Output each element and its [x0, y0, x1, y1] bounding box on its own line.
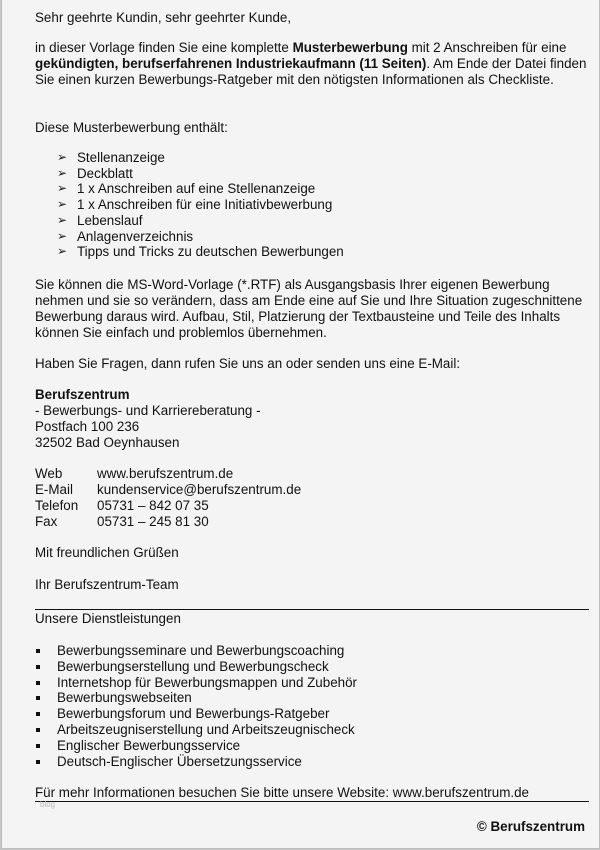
square-bullet-icon	[36, 681, 40, 685]
list-item	[35, 754, 357, 770]
list-item	[57, 150, 344, 166]
list-item-label: Bewerbungsforum und Bewerbungs-Ratgeber	[57, 706, 330, 722]
phone-value: 05731 – 842 07 35	[97, 498, 209, 513]
closing: Mit freundlichen Grüßen	[35, 545, 179, 560]
copyright: © Berufszentrum	[476, 819, 585, 834]
list-item-label: Stellenanzeige	[77, 150, 165, 165]
email-link[interactable]: kundenservice@berufszentrum.de	[97, 482, 302, 497]
square-bullet-icon	[36, 744, 40, 748]
document-page	[1, 0, 600, 849]
postbox: Postfach 100 236	[35, 419, 140, 434]
list-item-label: Anlagenverzeichnis	[77, 228, 194, 244]
web-link[interactable]: www.berufszentrum.de	[97, 466, 234, 481]
arrow-bullet-icon: ➢	[57, 181, 68, 196]
fax-value: 05731 – 245 81 30	[97, 514, 209, 529]
list-item-label: Bewerbungserstellung und Bewerbungscheck	[57, 658, 329, 674]
list-item-label: Bewerbungsseminare und Bewerbungscoaching	[57, 643, 345, 658]
signature: Ihr Berufszentrum-Team	[35, 577, 179, 592]
divider	[35, 609, 589, 610]
address-block	[35, 387, 261, 451]
list-item-label: Bewerbungswebseiten	[57, 690, 192, 706]
list-item-label: Arbeitszeugniserstellung und Arbeitszeugnischeck	[57, 721, 355, 737]
arrow-bullet-icon: ➢	[57, 150, 68, 164]
list-item	[57, 213, 344, 229]
city: 32502 Bad Oeynhausen	[35, 435, 180, 450]
list-item	[35, 675, 357, 691]
list-item	[57, 229, 344, 245]
list-item-label: Tipps und Tricks zu deutschen Bewerbungen	[77, 244, 344, 260]
list-item	[35, 722, 357, 738]
contact-block	[35, 466, 301, 530]
contact-row-email	[35, 482, 301, 498]
intro-text-1: in dieser Vorlage finden Sie eine komplette	[35, 40, 293, 55]
contact-row-phone	[35, 498, 301, 514]
list-item	[35, 706, 357, 722]
list-item	[35, 738, 357, 754]
intro-text-2: mit 2 Anschreiben für eine	[407, 40, 567, 55]
arrow-bullet-icon: ➢	[57, 244, 68, 259]
arrow-bullet-icon: ➢	[57, 165, 68, 180]
contents-heading: Diese Musterbewerbung enthält:	[35, 120, 228, 135]
list-item	[57, 244, 344, 260]
square-bullet-icon	[36, 649, 40, 653]
intro-paragraph	[35, 40, 595, 88]
list-item	[35, 659, 357, 675]
services-heading: Unsere Dienstleistungen	[35, 611, 181, 626]
contact-label: Telefon	[35, 498, 79, 513]
contents-list	[57, 150, 344, 260]
services-list	[35, 643, 357, 769]
list-item	[35, 690, 357, 706]
intro-text-3: . Am Ende der Datei finden Sie einen kurzen Bewerbungs-Ratgeber mit den nötigsten Informationen als Checkliste.	[35, 56, 587, 87]
footer-divider	[35, 801, 589, 802]
list-item	[57, 181, 344, 197]
list-item-label: Deckblatt	[77, 165, 133, 181]
questions-text: Haben Sie Fragen, dann rufen Sie uns an oder senden uns eine E-Mail:	[35, 356, 461, 371]
watermark: blog	[40, 800, 56, 809]
list-item	[57, 197, 344, 213]
greeting: Sehr geehrte Kundin, sehr geehrter Kunde,	[35, 10, 292, 25]
contact-label: Web	[35, 466, 63, 481]
square-bullet-icon	[36, 712, 40, 716]
company-tagline: - Bewerbungs- und Karriereberatung -	[35, 403, 261, 418]
list-item-label: Englischer Bewerbungsservice	[57, 737, 241, 753]
contact-label: E-Mail	[35, 482, 73, 497]
list-item-label: Lebenslauf	[77, 212, 143, 228]
list-item	[35, 643, 357, 659]
square-bullet-icon	[36, 760, 40, 764]
contact-row-fax	[35, 514, 301, 530]
company-name: Berufszentrum	[35, 387, 130, 402]
square-bullet-icon	[36, 696, 40, 700]
list-item-label: 1 x Anschreiben auf eine Stellenanzeige	[77, 181, 316, 197]
square-bullet-icon	[36, 728, 40, 732]
list-item-label: Deutsch-Englischer Übersetzungsservice	[57, 753, 302, 769]
usage-paragraph: Sie können die MS-Word-Vorlage (*.RTF) als Ausgangsbasis Ihrer eigenen Bewerbung nehmen und sie so verändern, dass am Ende eine auf Sie und Ihre Situation zugeschnittene Bewerbung daraus wird. Aufbau, Stil, Platzierung der Textbausteine und Teile des Inhalts können Sie einfach und problemlos übernehmen.	[35, 277, 583, 340]
contact-row-web	[35, 466, 301, 482]
contact-label: Fax	[35, 514, 58, 529]
arrow-bullet-icon: ➢	[57, 197, 68, 212]
list-item-label: Internetshop für Bewerbungsmappen und Zubehör	[57, 674, 358, 690]
footer-info: Für mehr Informationen besuchen Sie bitte unsere Website: www.berufszentrum.de	[35, 785, 529, 800]
intro-bold-2: gekündigten, berufserfahrenen Industriekaufmann (11 Seiten)	[35, 56, 427, 71]
arrow-bullet-icon: ➢	[57, 228, 68, 243]
arrow-bullet-icon: ➢	[57, 212, 68, 227]
square-bullet-icon	[36, 665, 40, 669]
list-item	[57, 166, 344, 182]
list-item-label: 1 x Anschreiben für eine Initiativbewerbung	[77, 197, 333, 213]
intro-bold-1: Musterbewerbung	[292, 40, 408, 55]
